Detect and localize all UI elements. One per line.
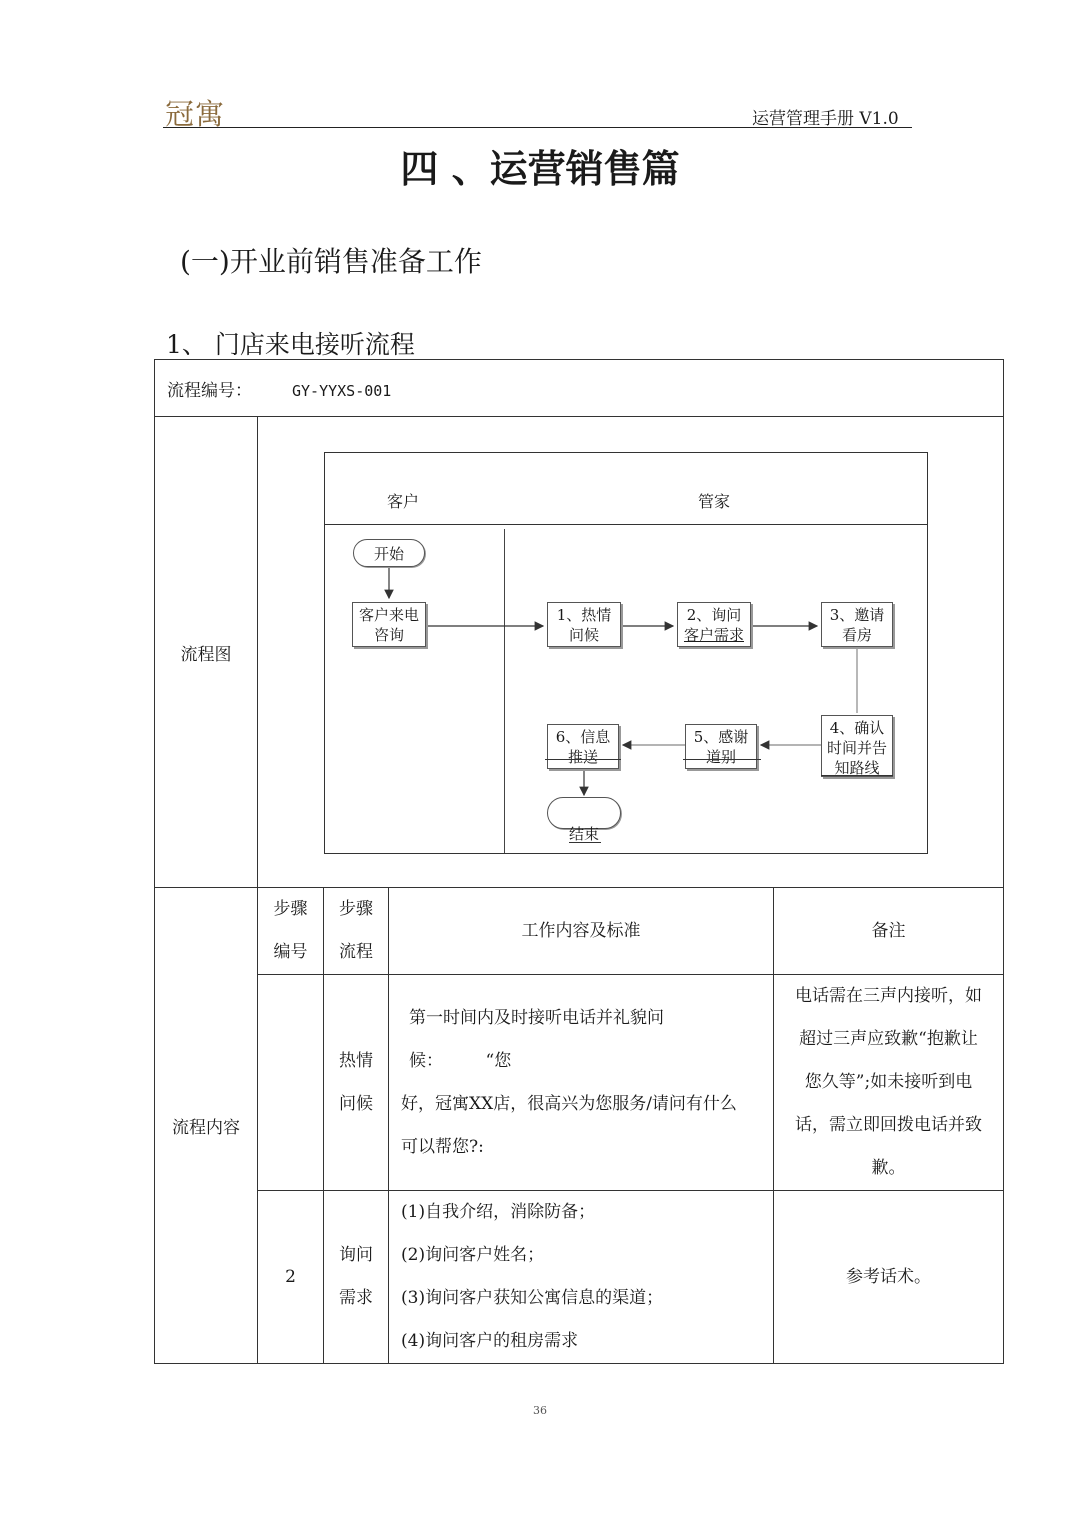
step-flow: 热情 问候 — [324, 975, 389, 1191]
flowchart-frame — [324, 452, 928, 854]
section-title: 四 、运营销售篇 — [400, 146, 680, 191]
start-node: 开始 — [353, 539, 425, 567]
flowchart — [258, 417, 1003, 887]
table-row — [155, 1191, 1004, 1364]
step-no: 2 — [258, 1191, 324, 1364]
step-remark: 电话需在三声内接听，如 超过三声应致歉“抱歉让 您久等”;如未接听到电 话，需立即回拨电话并致 歉。 — [774, 975, 1004, 1191]
header-step-no: 步骤 编号 — [258, 888, 324, 975]
node-thank-goodbye: 5、感谢 道别 — [685, 724, 757, 769]
end-underline — [569, 842, 601, 843]
sub-title: (一)开业前销售准备工作 — [180, 245, 482, 278]
process-number-cell — [155, 360, 1004, 417]
process-number-label: 流程编号： — [167, 380, 252, 401]
header-divider — [163, 127, 912, 128]
brand-logo: 冠寓 — [165, 97, 226, 131]
node-info-push: 6、信息 推送 — [547, 724, 619, 769]
step-content: (1)自我介绍，消除防备； (2)询问客户姓名； (3)询问客户获知公寓信息的渠道； (4)询问客户的租房需求 — [389, 1191, 774, 1364]
process-title: 1、 门店来电接听流程 — [166, 330, 415, 359]
document-title: 运营管理手册 V1.0 — [752, 109, 899, 129]
page-number: 36 — [533, 1404, 547, 1417]
header-step-flow: 步骤 流程 — [324, 888, 389, 975]
lane-customer: 客户 — [387, 492, 420, 511]
push-underline — [545, 759, 621, 760]
step-flow: 询问 需求 — [324, 1191, 389, 1364]
content-label: 流程内容 — [155, 888, 258, 1364]
node-greet: 1、热情 问候 — [547, 602, 621, 647]
confirm-underline — [821, 775, 893, 776]
node-invite-viewing: 3、邀请 看房 — [821, 602, 893, 647]
header-work: 工作内容及标准 — [389, 888, 774, 975]
node-ask-needs: 2、询问 客户需求 — [677, 602, 751, 647]
process-table — [154, 359, 1004, 1364]
step-content: 第一时间内及时接听电话并礼貌问候： “您 好，冠寓XX店，很高兴为您服务/请问有什么 可以帮您?: — [389, 975, 774, 1191]
thank-underline — [683, 759, 761, 760]
lane-butler: 管家 — [698, 492, 731, 511]
step-no — [258, 975, 324, 1191]
diagram-label: 流程图 — [155, 417, 258, 888]
table-row — [155, 975, 1004, 1191]
process-number-value: GY-YYXS-001 — [292, 381, 392, 400]
flow-arrows — [325, 453, 927, 853]
node-confirm-time: 4、确认 时间并告 知路线 — [821, 715, 893, 777]
end-node-label: 结束 — [569, 825, 600, 843]
flowchart-cell — [258, 417, 1004, 888]
step-remark: 参考话术。 — [774, 1191, 1004, 1364]
node-customer-call: 客户来电 咨询 — [352, 602, 426, 647]
header-remark: 备注 — [774, 888, 1004, 975]
